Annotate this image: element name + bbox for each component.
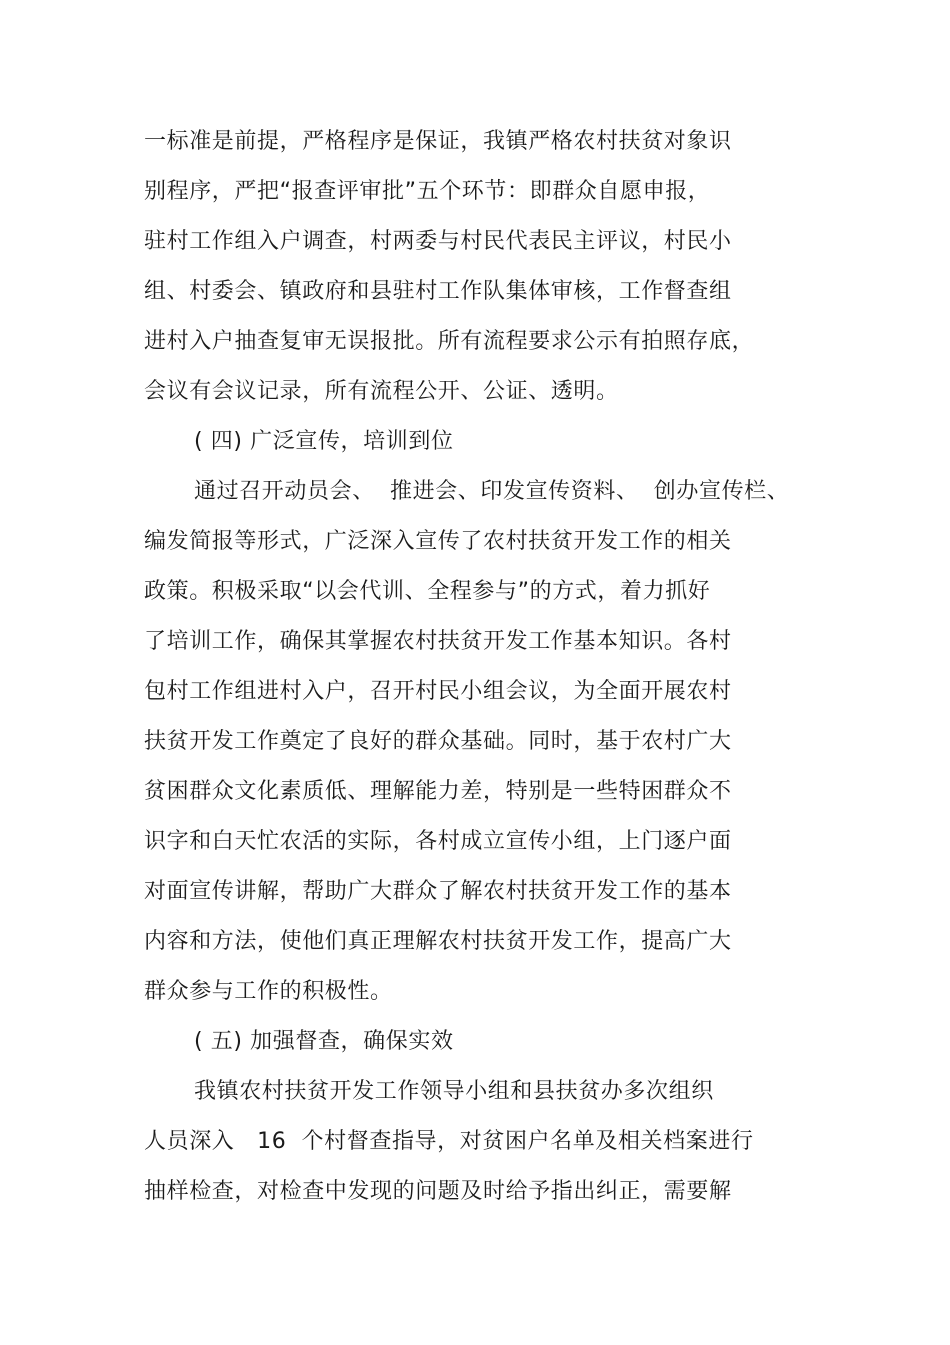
paragraph-line: 一标准是前提，严格程序是保证，我镇严格农村扶贫对象识	[144, 129, 732, 154]
paragraph-line: 政策。积极采取“以会代训、全程参与”的方式，着力抓好	[144, 579, 711, 604]
paragraph-line: 组、村委会、镇政府和县驻村工作队集体审核，工作督查组	[144, 279, 732, 304]
section-heading: ( 五) 加强督查，确保实效	[194, 1029, 454, 1054]
paragraph-line: 贫困群众文化素质低、理解能力差，特别是一些特困群众不	[144, 779, 732, 804]
paragraph-line: 会议有会议记录，所有流程公开、公证、透明。	[144, 379, 619, 404]
paragraph-line: 抽样检查，对检查中发现的问题及时给予指出纠正，需要解	[144, 1179, 732, 1204]
paragraph-line: 编发简报等形式，广泛深入宣传了农村扶贫开发工作的相关	[144, 529, 732, 554]
section-heading: ( 四) 广泛宣传，培训到位	[194, 429, 454, 454]
paragraph-line: 驻村工作组入户调查，村两委与村民代表民主评议，村民小	[144, 229, 732, 254]
paragraph-line: 对面宣传讲解，帮助广大群众了解农村扶贫开发工作的基本	[144, 879, 732, 904]
paragraph-line: 我镇农村扶贫开发工作领导小组和县扶贫办多次组织	[194, 1079, 714, 1104]
paragraph-line: 群众参与工作的积极性。	[144, 979, 393, 1004]
paragraph-line: 别程序，严把“报查评审批”五个环节：即群众自愿申报，	[144, 179, 711, 204]
paragraph-line: 了培训工作，确保其掌握农村扶贫开发工作基本知识。各村	[144, 629, 732, 654]
paragraph-line: 内容和方法，使他们真正理解农村扶贫开发工作，提高广大	[144, 929, 732, 954]
paragraph-line: 通过召开动员会、 推进会、印发宣传资料、 创办宣传栏、	[194, 479, 790, 504]
paragraph-line: 包村工作组进村入户，召开村民小组会议，为全面开展农村	[144, 679, 732, 704]
paragraph-line: 扶贫开发工作奠定了良好的群众基础。同时，基于农村广大	[144, 729, 732, 754]
paragraph-line: 进村入户抽查复审无误报批。所有流程要求公示有拍照存底，	[144, 329, 755, 354]
paragraph-line: 识字和白天忙农活的实际，各村成立宣传小组，上门逐户面	[144, 829, 732, 854]
paragraph-line: 人员深入 16 个村督查指导，对贫困户名单及相关档案进行	[144, 1129, 754, 1154]
